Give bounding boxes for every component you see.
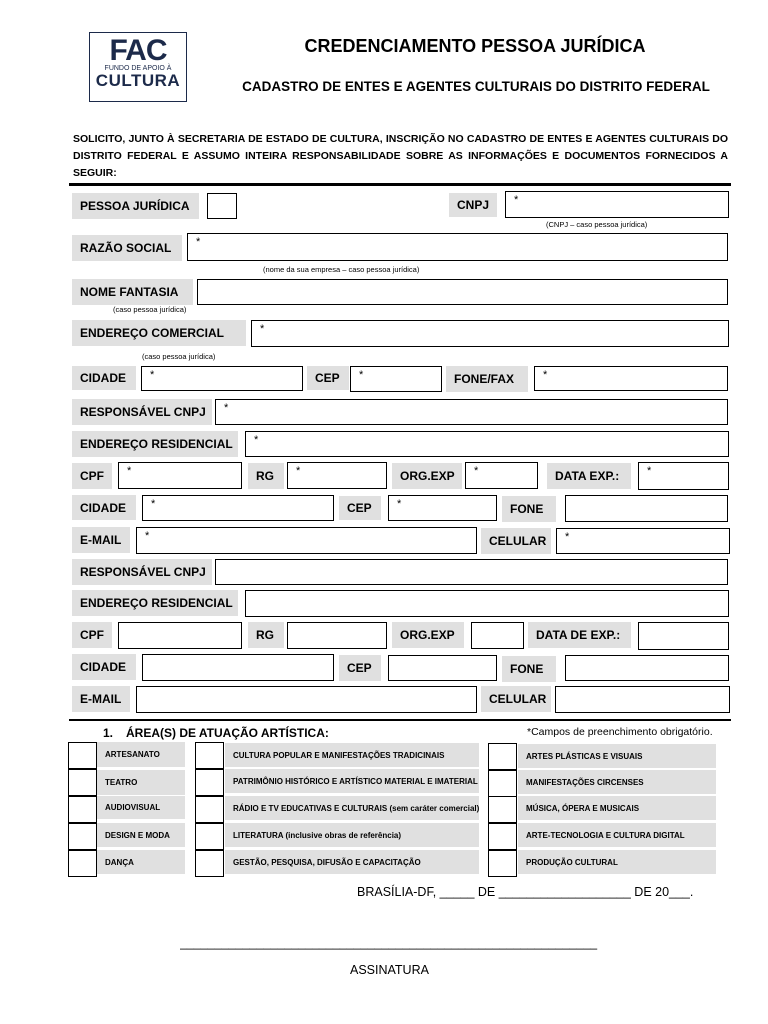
- fone-2-field[interactable]: [565, 655, 729, 681]
- endereco-residencial-1-field[interactable]: *: [245, 431, 729, 457]
- intro-text: SOLICITO, JUNTO À SECRETARIA DE ESTADO DE CULTURA, INSCRIÇÃO NO CADASTRO DE ENTES E AGENTES CULTURAIS DO DISTRITO FEDERAL E ASSUMO INTEIRA RESPONSABILIDADE SOBRE AS INFORMAÇÕES E DOCUMENTOS FORNECIDOS A SEGUIR:: [73, 133, 728, 179]
- nome-fantasia-field[interactable]: [197, 279, 728, 305]
- razao-social-note: (nome da sua empresa – caso pessoa jurídica): [263, 265, 420, 274]
- area-label-arte-tecnologia: ARTE-TECNOLOGIA E CULTURA DIGITAL: [518, 823, 716, 847]
- label-endereco-residencial-1: ENDEREÇO RESIDENCIAL: [72, 431, 238, 457]
- endereco-comercial-note: (caso pessoa jurídica): [142, 352, 216, 361]
- area-checkbox-musica[interactable]: [488, 796, 517, 823]
- area-checkbox-artesanato[interactable]: [68, 742, 97, 769]
- org-exp-1-field[interactable]: *: [465, 462, 538, 489]
- rg-2-field[interactable]: [287, 622, 387, 649]
- fone-1-field[interactable]: [565, 495, 728, 522]
- label-cpf-1: CPF: [72, 463, 112, 489]
- label-nome-fantasia: NOME FANTASIA: [72, 279, 193, 305]
- label-cep: CEP: [307, 366, 349, 390]
- label-razao-social: RAZÃO SOCIAL: [72, 235, 182, 261]
- cep-field[interactable]: *: [350, 366, 442, 392]
- label-cep-1: CEP: [339, 496, 381, 520]
- cep-1-field[interactable]: *: [388, 495, 497, 521]
- date-line: BRASÍLIA-DF, _____ DE ___________________ DE 20___.: [357, 885, 694, 899]
- cidade-field[interactable]: *: [141, 366, 303, 391]
- area-checkbox-design-moda[interactable]: [68, 823, 97, 850]
- fac-logo: [89, 32, 187, 102]
- fone-fax-field[interactable]: *: [534, 366, 728, 391]
- area-label-audiovisual: AUDIOVISUAL: [97, 796, 185, 819]
- rg-1-field[interactable]: *: [287, 462, 387, 489]
- area-label-gestao: GESTÃO, PESQUISA, DIFUSÃO E CAPACITAÇÃO: [225, 850, 479, 874]
- area-checkbox-literatura[interactable]: [195, 823, 224, 850]
- cnpj-note: (CNPJ – caso pessoa jurídica): [546, 220, 648, 229]
- area-label-cultura-popular: CULTURA POPULAR E MANIFESTAÇÕES TRADICINAIS: [225, 743, 479, 767]
- page-title: CREDENCIAMENTO PESSOA JURÍDICA: [304, 36, 646, 56]
- endereco-residencial-2-field[interactable]: [245, 590, 729, 617]
- page-subtitle: CADASTRO DE ENTES E AGENTES CULTURAIS DO DISTRITO FEDERAL: [242, 79, 710, 94]
- label-celular-1: CELULAR: [481, 528, 551, 554]
- logo-bottom-text: CULTURA: [95, 71, 181, 90]
- label-celular-2: CELULAR: [481, 686, 551, 712]
- label-fone-2: FONE: [502, 656, 556, 682]
- data-exp-1-field[interactable]: *: [638, 462, 729, 490]
- label-cidade: CIDADE: [72, 366, 136, 390]
- cnpj-field[interactable]: *: [505, 191, 729, 218]
- org-exp-2-field[interactable]: [471, 622, 524, 649]
- email-2-field[interactable]: [136, 686, 477, 713]
- label-pessoa-juridica: PESSOA JURÍDICA: [72, 193, 199, 219]
- label-data-exp-1: DATA EXP.:: [547, 463, 631, 489]
- area-checkbox-cultura-popular[interactable]: [195, 742, 224, 769]
- area-checkbox-patrimonio[interactable]: [195, 769, 224, 796]
- logo-main-text: FAC: [109, 34, 167, 67]
- area-checkbox-teatro[interactable]: [68, 769, 97, 796]
- label-rg-1: RG: [248, 463, 284, 489]
- area-label-musica: MÚSICA, ÓPERA E MUSICAIS: [518, 796, 716, 820]
- label-org-exp-1: ORG.EXP: [392, 463, 462, 489]
- pessoa-juridica-checkbox[interactable]: [207, 193, 237, 219]
- label-fone-1: FONE: [502, 496, 556, 522]
- area-label-circenses: MANIFESTAÇÕES CIRCENSES: [518, 770, 716, 794]
- area-label-danca: DANÇA: [97, 850, 185, 874]
- area-label-literatura: LITERATURA (inclusive obras de referência): [225, 823, 479, 847]
- celular-2-field[interactable]: [555, 686, 730, 713]
- responsavel-cnpj-1-field[interactable]: *: [215, 399, 728, 425]
- cidade-2-field[interactable]: [142, 654, 334, 681]
- label-cidade-1: CIDADE: [72, 495, 136, 520]
- area-checkbox-gestao[interactable]: [195, 850, 224, 877]
- cpf-1-field[interactable]: *: [118, 462, 242, 489]
- label-cnpj: CNPJ: [449, 193, 497, 217]
- label-org-exp-2: ORG.EXP: [392, 622, 464, 648]
- nome-fantasia-note: (caso pessoa jurídica): [113, 305, 187, 314]
- label-endereco-comercial: ENDEREÇO COMERCIAL: [72, 320, 246, 346]
- label-rg-2: RG: [248, 622, 284, 648]
- data-exp-2-field[interactable]: [638, 622, 729, 650]
- label-cidade-2: CIDADE: [72, 654, 136, 680]
- area-checkbox-audiovisual[interactable]: [68, 796, 97, 823]
- area-label-artes-plasticas: ARTES PLÁSTICAS E VISUAIS: [518, 744, 716, 768]
- label-responsavel-cnpj-2: RESPONSÁVEL CNPJ: [72, 559, 212, 585]
- celular-1-field[interactable]: *: [556, 528, 730, 554]
- area-checkbox-arte-tecnologia[interactable]: [488, 823, 517, 850]
- cidade-1-field[interactable]: *: [142, 495, 334, 521]
- section-divider: [69, 719, 731, 721]
- area-checkbox-circenses[interactable]: [488, 770, 517, 797]
- label-email-2: E-MAIL: [72, 686, 130, 712]
- label-endereco-residencial-2: ENDEREÇO RESIDENCIAL: [72, 590, 238, 616]
- area-label-artesanato: ARTESANATO: [97, 742, 185, 767]
- areas-section-title: ÁREA(S) DE ATUAÇÃO ARTÍSTICA:: [126, 726, 329, 740]
- area-checkbox-producao-cultural[interactable]: [488, 850, 517, 877]
- label-email-1: E-MAIL: [72, 527, 130, 553]
- areas-section-number: 1.: [103, 726, 114, 740]
- label-cep-2: CEP: [339, 655, 381, 681]
- area-label-patrimonio: PATRIMÔNIO HISTÓRICO E ARTÍSTICO MATERIAL E IMATERIAL: [225, 769, 479, 793]
- area-label-producao-cultural: PRODUÇÃO CULTURAL: [518, 850, 716, 874]
- razao-social-field[interactable]: *: [187, 233, 728, 261]
- signature-line: ____________________________________________________________: [180, 936, 598, 950]
- area-label-design-moda: DESIGN E MODA: [97, 823, 185, 847]
- area-checkbox-radio-tv[interactable]: [195, 796, 224, 823]
- label-fone-fax: FONE/FAX: [446, 366, 528, 392]
- logo-sub-text: FUNDO DE APOIO À: [104, 65, 172, 72]
- endereco-comercial-field[interactable]: *: [251, 320, 729, 347]
- label-data-exp-2: DATA DE EXP.:: [528, 622, 631, 648]
- email-1-field[interactable]: *: [136, 527, 477, 554]
- area-label-radio-tv: RÁDIO E TV EDUCATIVAS E CULTURAIS (sem caráter comercial): [225, 796, 479, 820]
- cep-2-field[interactable]: [388, 655, 497, 681]
- responsavel-cnpj-2-field[interactable]: [215, 559, 728, 585]
- area-checkbox-artes-plasticas[interactable]: [488, 743, 517, 770]
- cpf-2-field[interactable]: [118, 622, 242, 649]
- header-divider: [69, 183, 731, 186]
- signature-label: ASSINATURA: [350, 963, 429, 977]
- label-responsavel-cnpj-1: RESPONSÁVEL CNPJ: [72, 399, 212, 425]
- label-cpf-2: CPF: [72, 622, 112, 648]
- required-fields-note: *Campos de preenchimento obrigatório.: [527, 726, 713, 738]
- area-checkbox-danca[interactable]: [68, 850, 97, 877]
- area-label-teatro: TEATRO: [97, 770, 185, 795]
